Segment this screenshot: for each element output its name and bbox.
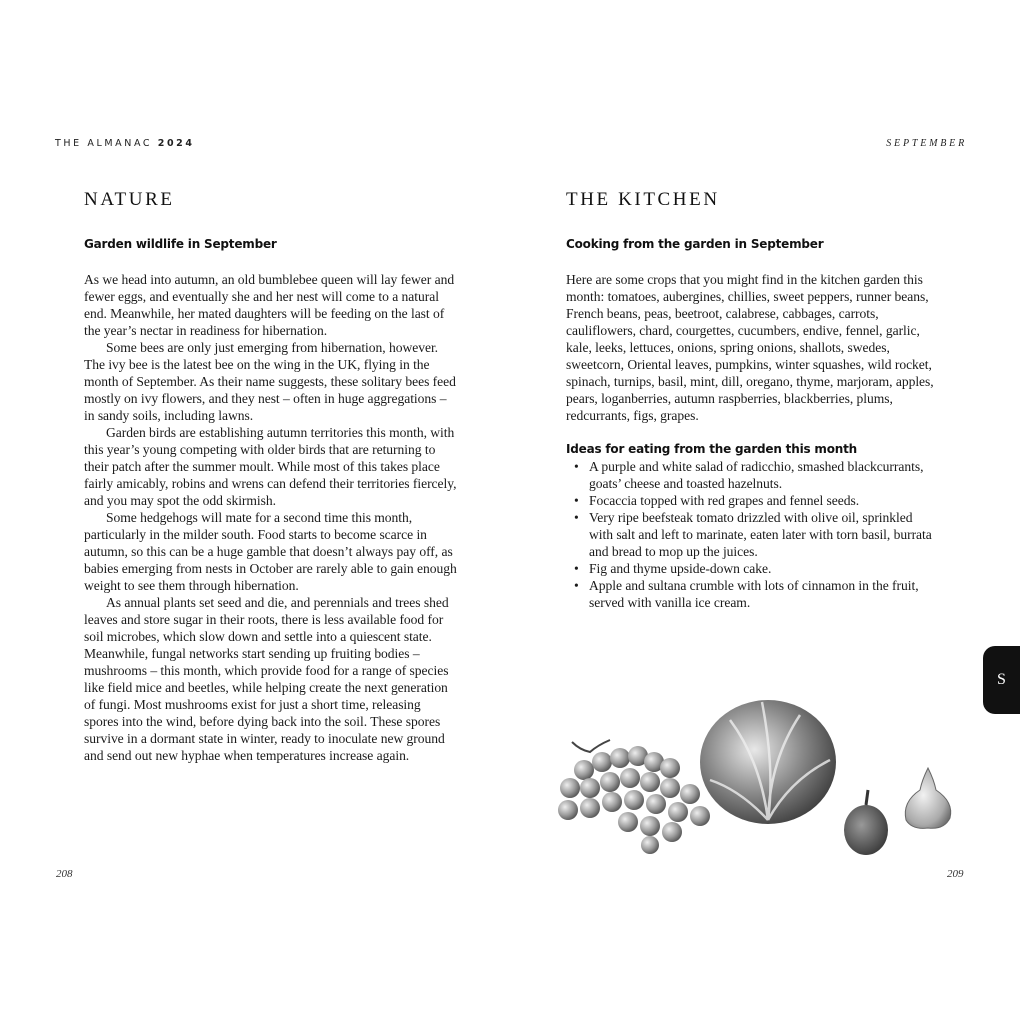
list-item	[566, 492, 938, 509]
kitchen-body	[566, 271, 938, 611]
book-year: 2024	[157, 138, 195, 149]
section-title-nature: NATURE	[84, 189, 175, 210]
bullet: •	[574, 578, 579, 593]
section-title-kitchen: THE KITCHEN	[566, 189, 720, 210]
running-head-left	[55, 138, 195, 149]
fig-halved-icon	[905, 768, 950, 828]
thumb-index-tab[interactable]	[983, 646, 1020, 714]
nature-body	[84, 271, 458, 764]
bullet: •	[574, 561, 579, 576]
crops-paragraph: Here are some crops that you might find in the kitchen garden this month: tomatoes, aubergines, chillies, sweet peppers, runner beans, French beans, peas, beetroot, calabrese, cabbages, carrots, cauliflowers, chard, courgettes, cucumbers, endive, fennel, garlic, kale, leeks, lettuces, onions, spring onions, shallots, swedes, sweetcorn, Oriental leaves, pumpkins, winter squashes, wild rocket, spinach, turnips, basil, mint, dill, oregano, thyme, marjoram, apples, pears, loganberries, autumn raspberries, blackberries, plums, redcurrants, figs, grapes.	[566, 272, 934, 423]
bullet: •	[574, 510, 579, 525]
page-number-left: 208	[56, 868, 73, 880]
produce-illustration	[550, 690, 960, 860]
page-number-right: 209	[947, 868, 964, 880]
bullet: •	[574, 459, 579, 474]
paragraph: As annual plants set seed and die, and perennials and trees shed leaves and store sugar in their roots, there is less available food for soil microbes, which slow down and settle into a quiescent state. Meanwhile, fungal networks start sending up fruiting bodies – mushrooms – this month, which provide food for a range of species like field mice and beetles, while helping create the next generation of fungi. Most mushrooms exist for just a short time, releasing spores into the wind, before dying back into the soil. These spores survive in a dormant state in winter, ready to inoculate new ground and send out new hyphae when temperatures increase again.	[84, 595, 449, 763]
paragraph: Garden birds are establishing autumn territories this month, with this year’s young competing with older birds that are returning to their patch after the summer moult. While most of this takes place fairly amicably, robins and wrens can defend their territories fiercely, and you may spot the odd skirmish.	[84, 425, 457, 508]
list-item	[566, 458, 938, 492]
fig-icon	[844, 790, 888, 855]
ideas-heading: Ideas for eating from the garden this month	[566, 442, 857, 456]
paragraph: Some bees are only just emerging from hibernation, however. The ivy bee is the latest bee on the wing in the UK, flying in the month of September. As their name suggests, these solitary bees feed mostly on ivy flowers, and they nest – often in huge aggregations – in sandy soils, including lawns.	[84, 340, 456, 423]
radicchio-icon	[700, 700, 836, 824]
subheading-cooking: Cooking from the garden in September	[566, 237, 824, 251]
running-head-month: SEPTEMBER	[886, 138, 967, 149]
list-item	[566, 560, 938, 577]
ideas-list	[566, 458, 938, 611]
subheading-wildlife: Garden wildlife in September	[84, 237, 277, 251]
idea-text: Very ripe beefsteak tomato drizzled with olive oil, sprinkled with salt and left to marinate, eaten later with torn basil, burrata and bread to mop up the juices.	[589, 510, 932, 559]
paragraph: Some hedgehogs will mate for a second time this month, particularly in the milder south. Food starts to become scarce in autumn, so this can be a huge gamble that doesn’t always pay off, as babies emerging from nests in October are rarely able to gain enough weight to see them through hibernation.	[84, 510, 457, 593]
paragraph: As we head into autumn, an old bumblebee queen will lay fewer and fewer eggs, and eventually she and her nest will come to a natural end. Meanwhile, her mated daughters will be feeding on the last of the year’s nectar in readiness for hibernation.	[84, 272, 455, 338]
book-title: THE ALMANAC	[55, 138, 153, 149]
thumb-tab-letter: S	[997, 671, 1006, 688]
list-item	[566, 509, 938, 560]
idea-text: Fig and thyme upside-down cake.	[589, 561, 772, 576]
grapes-icon	[558, 740, 710, 854]
list-item	[566, 577, 938, 611]
idea-text: A purple and white salad of radicchio, smashed blackcurrants, goats’ cheese and toasted hazelnuts.	[589, 459, 924, 491]
idea-text: Focaccia topped with red grapes and fennel seeds.	[589, 493, 860, 508]
idea-text: Apple and sultana crumble with lots of cinnamon in the fruit, served with vanilla ice cream.	[589, 578, 919, 610]
bullet: •	[574, 493, 579, 508]
